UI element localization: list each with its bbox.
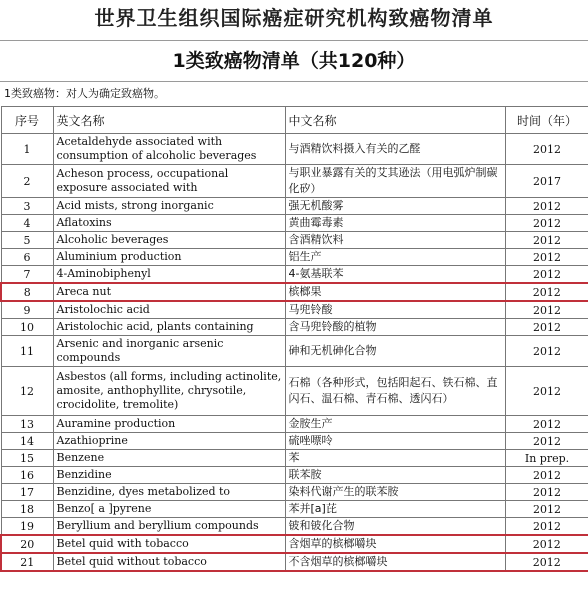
- row-number: 5: [1, 232, 53, 249]
- row-chinese-name: 马兜铃酸: [285, 301, 505, 319]
- row-number: 7: [1, 266, 53, 284]
- row-english-name: Benzidine, dyes metabolized to: [53, 484, 285, 501]
- row-year: 2012: [505, 301, 588, 319]
- table-row: [1, 450, 588, 467]
- row-english-name: Areca nut: [53, 283, 285, 301]
- table-row: [1, 467, 588, 484]
- row-chinese-name: 含酒精饮料: [285, 232, 505, 249]
- table-subtitle: 1类致癌物清单（共120种）: [0, 40, 588, 82]
- row-english-name: Betel quid with tobacco: [53, 535, 285, 553]
- row-english-name: Azathioprine: [53, 433, 285, 450]
- row-year: 2012: [505, 266, 588, 284]
- row-english-name: Aluminium production: [53, 249, 285, 266]
- row-english-name: Aristolochic acid, plants containing: [53, 319, 285, 336]
- row-chinese-name: 含马兜铃酸的植物: [285, 319, 505, 336]
- table-row-highlighted: [1, 283, 588, 301]
- row-chinese-name: 铝生产: [285, 249, 505, 266]
- table-row: [1, 336, 588, 367]
- header-english-name: 英文名称: [53, 107, 285, 134]
- header-number: 序号: [1, 107, 53, 134]
- row-chinese-name: 硫唑嘌呤: [285, 433, 505, 450]
- row-year: 2017: [505, 165, 588, 198]
- table-body: [1, 134, 588, 572]
- row-year: 2012: [505, 553, 588, 571]
- row-number: 20: [1, 535, 53, 553]
- table-row: [1, 518, 588, 536]
- row-number: 3: [1, 198, 53, 215]
- row-english-name: Benzene: [53, 450, 285, 467]
- row-number: 1: [1, 134, 53, 165]
- row-year: 2012: [505, 249, 588, 266]
- row-year: 2012: [505, 433, 588, 450]
- header-chinese-name: 中文名称: [285, 107, 505, 134]
- row-year: 2012: [505, 484, 588, 501]
- table-row: [1, 198, 588, 215]
- row-number: 9: [1, 301, 53, 319]
- table-row: [1, 501, 588, 518]
- row-english-name: Benzidine: [53, 467, 285, 484]
- table-row: [1, 433, 588, 450]
- row-year: 2012: [505, 215, 588, 232]
- row-english-name: Acheson process, occupational exposure associated with: [53, 165, 285, 198]
- row-number: 6: [1, 249, 53, 266]
- table-row: [1, 416, 588, 433]
- row-english-name: Benzo[ a ]pyrene: [53, 501, 285, 518]
- carcinogen-table: [0, 106, 588, 572]
- table-row: [1, 165, 588, 198]
- row-number: 8: [1, 283, 53, 301]
- row-english-name: Auramine production: [53, 416, 285, 433]
- header-year: 时间（年）: [505, 107, 588, 134]
- row-chinese-name: 砷和无机砷化合物: [285, 336, 505, 367]
- row-number: 14: [1, 433, 53, 450]
- row-chinese-name: 石棉（各种形式，包括阳起石、铁石棉、直闪石、温石棉、青石棉、透闪石）: [285, 367, 505, 416]
- row-number: 11: [1, 336, 53, 367]
- row-english-name: Aflatoxins: [53, 215, 285, 232]
- row-chinese-name: 与酒精饮料摄入有关的乙醛: [285, 134, 505, 165]
- row-number: 10: [1, 319, 53, 336]
- row-english-name: Alcoholic beverages: [53, 232, 285, 249]
- row-chinese-name: 4-氨基联苯: [285, 266, 505, 284]
- document-title: 世界卫生组织国际癌症研究机构致癌物清单: [94, 6, 494, 30]
- table-row-highlighted: [1, 553, 588, 571]
- row-number: 12: [1, 367, 53, 416]
- table-row: [1, 367, 588, 416]
- row-year: 2012: [505, 283, 588, 301]
- row-year: 2012: [505, 134, 588, 165]
- row-year: In prep.: [505, 450, 588, 467]
- row-number: 19: [1, 518, 53, 536]
- row-chinese-name: 含烟草的槟榔嚼块: [285, 535, 505, 553]
- row-year: 2012: [505, 467, 588, 484]
- row-year: 2012: [505, 232, 588, 249]
- row-number: 13: [1, 416, 53, 433]
- row-english-name: Beryllium and beryllium compounds: [53, 518, 285, 536]
- row-number: 21: [1, 553, 53, 571]
- row-year: 2012: [505, 319, 588, 336]
- row-chinese-name: 不含烟草的槟榔嚼块: [285, 553, 505, 571]
- row-year: 2012: [505, 416, 588, 433]
- row-number: 17: [1, 484, 53, 501]
- row-number: 16: [1, 467, 53, 484]
- row-year: 2012: [505, 336, 588, 367]
- row-number: 18: [1, 501, 53, 518]
- row-chinese-name: 强无机酸雾: [285, 198, 505, 215]
- row-english-name: Arsenic and inorganic arsenic compounds: [53, 336, 285, 367]
- row-english-name: Acid mists, strong inorganic: [53, 198, 285, 215]
- row-number: 2: [1, 165, 53, 198]
- table-header-row: [1, 107, 588, 134]
- row-english-name: 4-Aminobiphenyl: [53, 266, 285, 284]
- row-year: 2012: [505, 501, 588, 518]
- row-chinese-name: 苯并[a]芘: [285, 501, 505, 518]
- table-row-highlighted: [1, 535, 588, 553]
- table-row: [1, 249, 588, 266]
- row-year: 2012: [505, 198, 588, 215]
- table-row: [1, 232, 588, 249]
- row-chinese-name: 联苯胺: [285, 467, 505, 484]
- table-row: [1, 134, 588, 165]
- row-chinese-name: 染料代谢产生的联苯胺: [285, 484, 505, 501]
- row-chinese-name: 槟榔果: [285, 283, 505, 301]
- row-english-name: Aristolochic acid: [53, 301, 285, 319]
- row-number: 4: [1, 215, 53, 232]
- table-row: [1, 484, 588, 501]
- row-english-name: Betel quid without tobacco: [53, 553, 285, 571]
- row-year: 2012: [505, 518, 588, 536]
- row-year: 2012: [505, 367, 588, 416]
- row-number: 15: [1, 450, 53, 467]
- row-chinese-name: 铍和铍化合物: [285, 518, 505, 536]
- row-year: 2012: [505, 535, 588, 553]
- table-row: [1, 319, 588, 336]
- row-chinese-name: 黄曲霉毒素: [285, 215, 505, 232]
- row-english-name: Acetaldehyde associated with consumption of alcoholic beverages: [53, 134, 285, 165]
- row-chinese-name: 苯: [285, 450, 505, 467]
- row-chinese-name: 与职业暴露有关的艾其逊法（用电弧炉制碳化矽）: [285, 165, 505, 198]
- table-row: [1, 301, 588, 319]
- row-chinese-name: 金胺生产: [285, 416, 505, 433]
- table-row: [1, 266, 588, 284]
- table-row: [1, 215, 588, 232]
- row-english-name: Asbestos (all forms, including actinolite, amosite, anthophyllite, chrysotile, crocidolite, tremolite): [53, 367, 285, 416]
- category-definition: 1类致癌物：对人为确定致癌物。: [4, 87, 165, 100]
